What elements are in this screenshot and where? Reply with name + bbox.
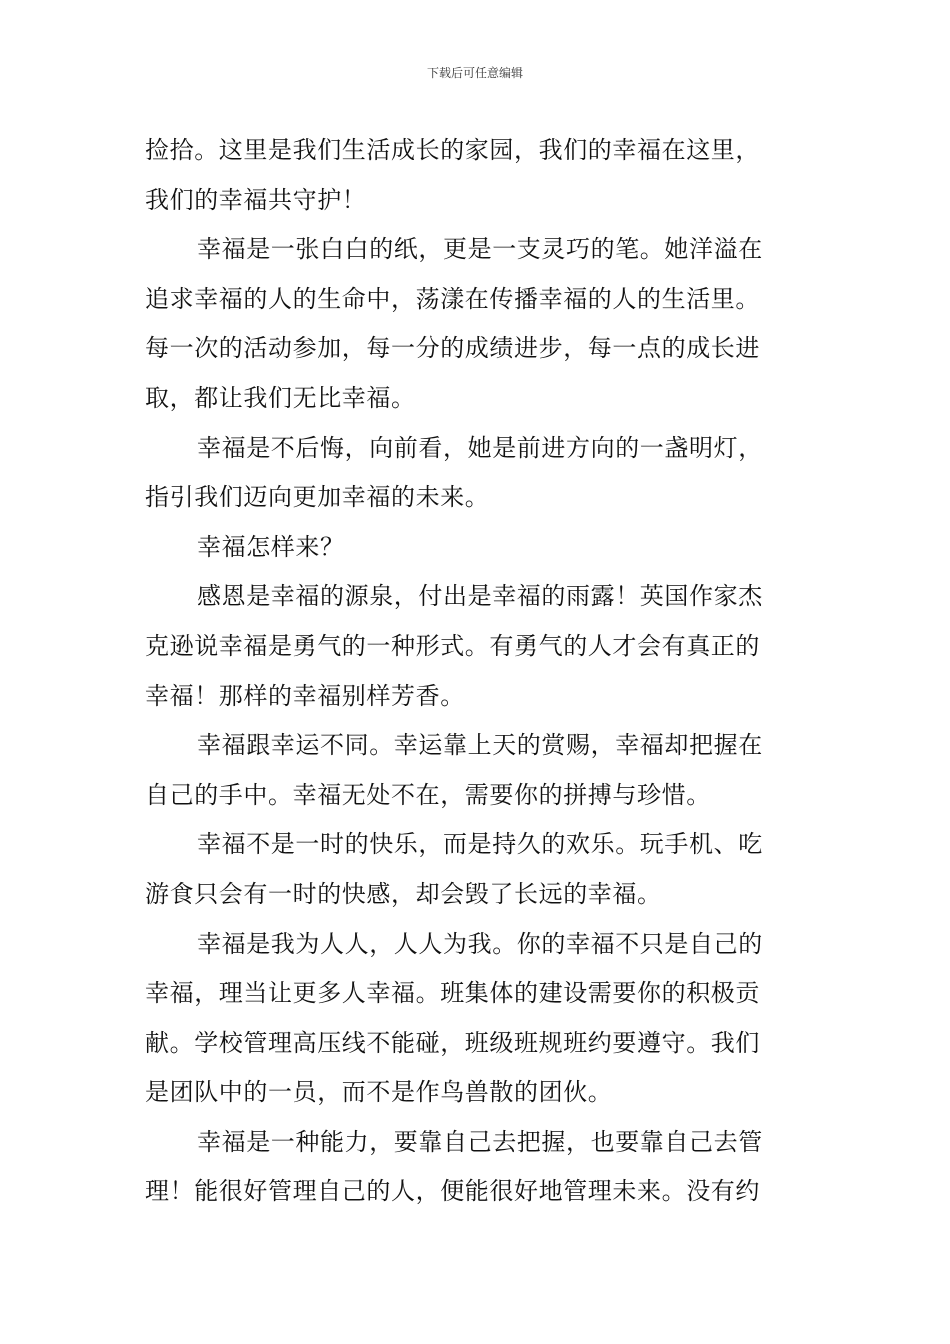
text-line: 幸福是不后悔，向前看，她是前进方向的一盏明灯， <box>197 433 763 462</box>
text-line: 指引我们迈向更加幸福的未来。 <box>145 483 490 512</box>
text-line: 捡拾。这里是我们生活成长的家园，我们的幸福在这里， <box>145 136 760 164</box>
text-line: 自己的手中。幸福无处不在，需要你的拼搏与珍惜。 <box>145 780 711 809</box>
text-line: 幸福是一种能力，要靠自己去把握，也要靠自己去管 <box>197 1127 763 1156</box>
text-line: 取，都让我们无比幸福。 <box>145 383 416 412</box>
text-line: 游食只会有一时的快感，却会毁了长远的幸福。 <box>145 879 662 908</box>
text-line: 每一次的活动参加，每一分的成绩进步，每一点的成长进 <box>145 334 760 363</box>
page-header: 下载后可任意编辑 <box>426 66 523 80</box>
text-line: 幸福跟幸运不同。幸运靠上天的赏赐，幸福却把握在 <box>197 731 763 760</box>
text-line: 追求幸福的人的生命中，荡漾在传播幸福的人的生活里。 <box>145 284 760 313</box>
text-line: 幸福怎样来？ <box>197 532 345 561</box>
text-line: 幸福是我为人人，人人为我。你的幸福不只是自己的 <box>197 929 763 958</box>
text-line: 感恩是幸福的源泉，付出是幸福的雨露！英国作家杰 <box>197 582 763 611</box>
document-body <box>145 126 809 1217</box>
text-line: 克逊说幸福是勇气的一种形式。有勇气的人才会有真正的 <box>145 631 760 660</box>
text-line: 幸福！那样的幸福别样芳香。 <box>145 681 465 710</box>
text-line: 幸福是一张白白的纸，更是一支灵巧的笔。她洋溢在 <box>197 235 763 264</box>
text-line: 是团队中的一员，而不是作鸟兽散的团伙。 <box>145 1078 613 1107</box>
text-line: 幸福，理当让更多人幸福。班集体的建设需要你的积极贡 <box>145 979 760 1008</box>
text-line: 我们的幸福共守护！ <box>145 185 367 214</box>
text-line: 理！能很好管理自己的人，便能很好地管理未来。没有约 <box>145 1177 760 1206</box>
text-line: 幸福不是一时的快乐，而是持久的欢乐。玩手机、吃 <box>197 830 763 859</box>
text-line: 献。学校管理高压线不能碰，班级班规班约要遵守。我们 <box>145 1028 760 1057</box>
